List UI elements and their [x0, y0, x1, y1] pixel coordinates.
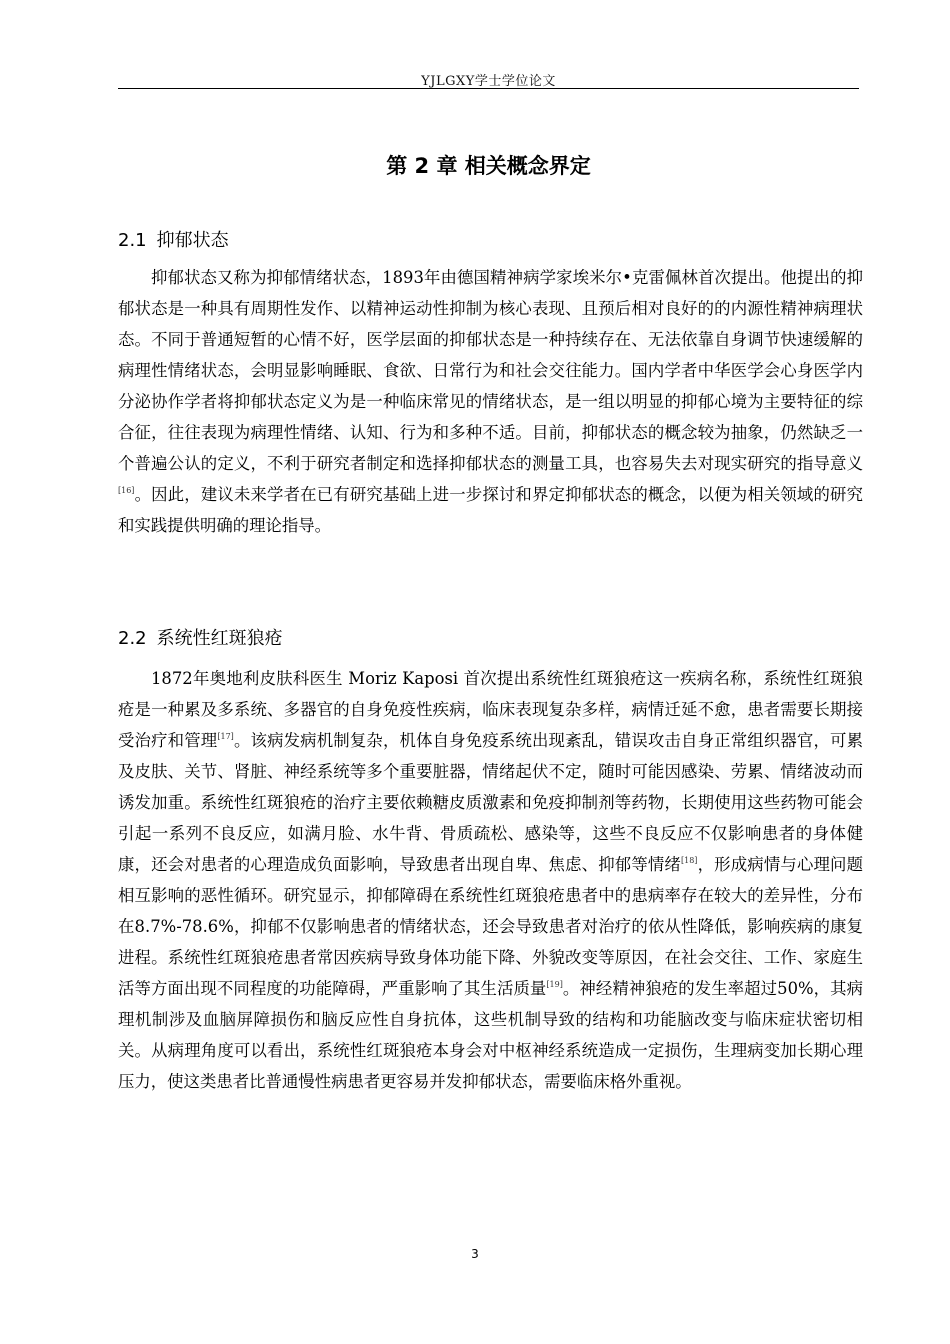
section-number: 2.1: [118, 230, 147, 251]
paragraph-text: 抑郁状态又称为抑郁情绪状态，1893年由德国精神病学家埃米尔•克雷佩林首次提出。他提出的抑郁状态是一种具有周期性发作、以精神运动性抑制为核心表现、且预后相对良好的的内源性精神病理状态。不同于普通短暂的心情不好，医学层面的抑郁状态是一种持续存在、无法依靠自身调节快速缓解的病理性情绪状态，会明显影响睡眠、食欲、日常行为和社会交往能力。国内学者中华医学会心身医学内分泌协作学者将抑郁状态定义为是一种临床常见的情绪状态，是一组以明显的抑郁心境为主要特征的综合征，往往表现为病理性情绪、认知、行为和多种不适。目前，抑郁状态的概念较为抽象，仍然缺乏一个普遍公认的定义，不利于研究者制定和选择抑郁状态的测量工具，也容易失去对现实研究的指导意义: [118, 268, 863, 473]
section-paragraph-2-2: [118, 663, 863, 1097]
page-number: 3: [471, 1247, 479, 1261]
section-title-text: 抑郁状态: [156, 230, 229, 251]
citation: [18]: [681, 856, 698, 865]
paragraph-text: 。神经精神狼疮的发生率超过50%，其病理机制涉及血脑屏障损伤和脑反应性自身抗体，这些机制导致的结构和功能脑改变与临床症状密切相关。从病理角度可以看出，系统性红斑狼疮本身会对中枢神经系统造成一定损伤，生理病变加长期心理压力，使这类患者比普通慢性病患者更容易并发抑郁状态，需要临床格外重视。: [118, 979, 864, 1091]
section-paragraph-2-1: [118, 262, 863, 541]
citation: [16]: [118, 486, 135, 495]
citation: [17]: [217, 732, 234, 741]
page-header: YJLGXY学士学位论文: [421, 74, 556, 89]
paragraph-text: ，形成病情与心理问题相互影响的恶性循环。研究显示，抑郁障碍在系统性红斑狼疮患者中的患病率存在较大的差异性，分布在8.7%-78.6%，抑郁不仅影响患者的情绪状态，还会导致患者对治疗的依从性降低，影响疾病的康复进程。系统性红斑狼疮患者常因疾病导致身体功能下降、外貌改变等原因，在社会交往、工作、家庭生活等方面出现不同程度的功能障碍，严重影响了其生活质量: [118, 855, 864, 998]
paragraph-text: 。因此，建议未来学者在已有研究基础上进一步探讨和界定抑郁状态的概念，以便为相关领域的研究和实践提供明确的理论指导。: [118, 485, 863, 535]
citation: [19]: [546, 980, 563, 989]
header-divider: [118, 88, 859, 89]
section-number: 2.2: [118, 628, 147, 649]
paragraph-text: 。该病发病机制复杂，机体自身免疫系统出现紊乱，错误攻击自身正常组织器官，可累及皮肤、关节、肾脏、神经系统等多个重要脏器，情绪起伏不定，随时可能因感染、劳累、情绪波动而诱发加重。系统性红斑狼疮的治疗主要依赖糖皮质激素和免疫抑制剂等药物，长期使用这些药物可能会引起一系列不良反应，如满月脸、水牛背、骨质疏松、感染等，这些不良反应不仅影响患者的身体健康，还会对患者的心理造成负面影响，导致患者出现自卑、焦虑、抑郁等情绪: [118, 731, 864, 874]
section-heading-2-2: [118, 624, 283, 650]
section-heading-2-1: [118, 226, 229, 252]
paragraph-text: 1872年奥地利皮肤科医生 Moriz Kaposi 首次提出系统性红斑狼疮这一疾病名称，系统性红斑狼疮是一种累及多系统、多器官的自身免疫性疾病，临床表现复杂多样，病情迁延不愈，患者需要长期接受治疗和管理: [118, 669, 863, 750]
section-title-text: 系统性红斑狼疮: [156, 628, 283, 649]
chapter-title: 第 2 章 相关概念界定: [386, 154, 591, 178]
